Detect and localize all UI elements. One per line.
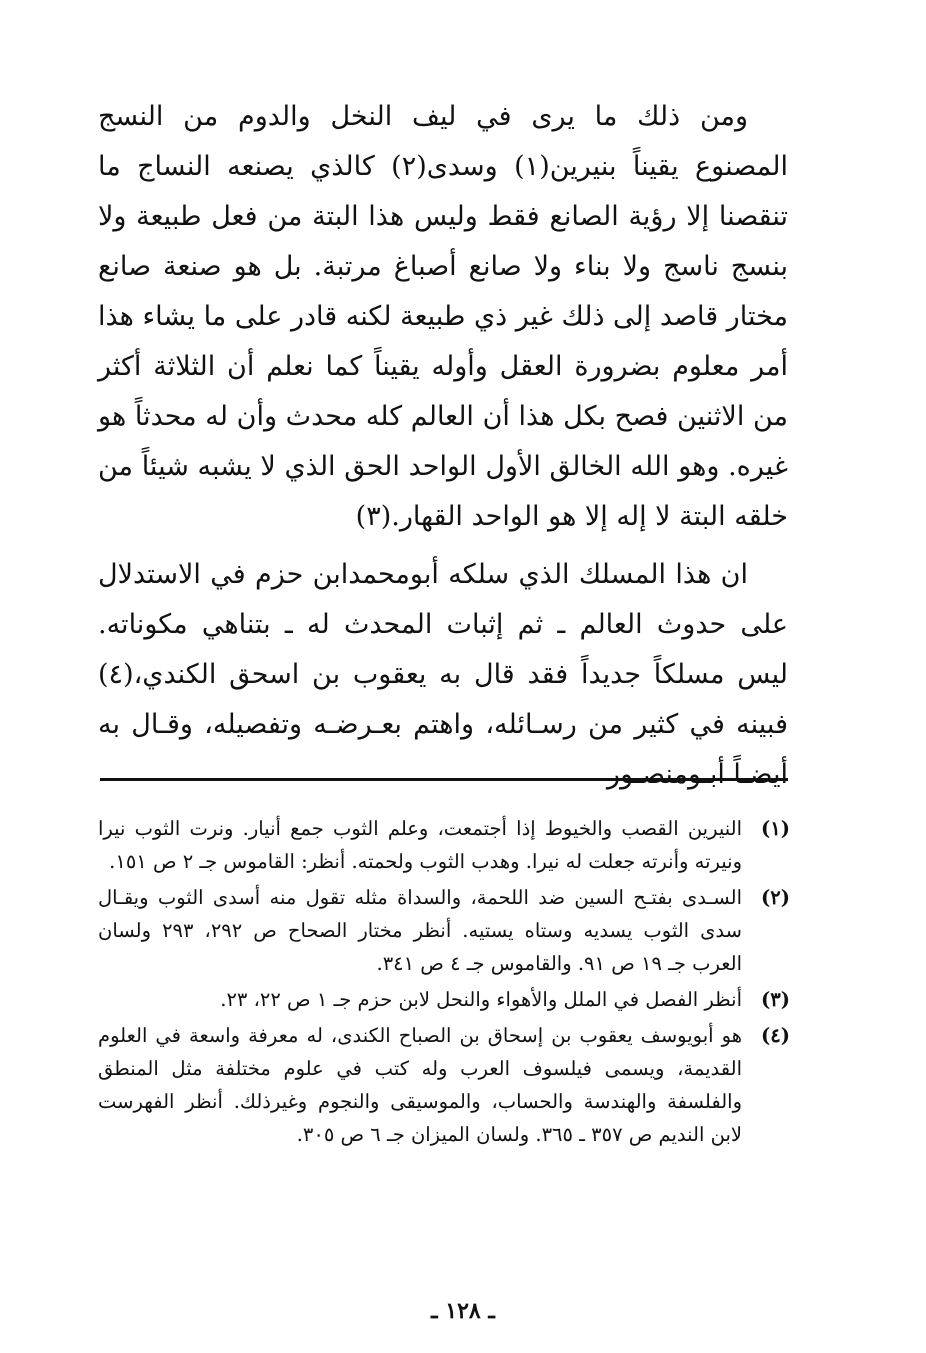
page-number: ـ ١٢٨ ـ bbox=[431, 1298, 495, 1324]
footnote-number: (٣) bbox=[761, 988, 790, 1011]
footnote-text: أنظر الفصل في الملل والأهواء والنحل لابن حزم جـ ١ ص ٢٢، ٢٣. bbox=[220, 988, 742, 1011]
footnotes bbox=[98, 812, 790, 1154]
body-paragraph-1: ومن ذلك ما يرى في ليف النخل والدوم من النسج المصنوع يقيناً بنيرين(١) وسدى(٢) كالذي يصنعه النساج ما تنقصنا إلا رؤية الصانع فقط وليس هذا البتة من فعل طبيعة ولا بنسج ناسج ولا بناء ولا صانع أصباغ مرتبة. بل هو صنعة صانع مختار قاصد إلى ذلك غير ذي طبيعة لكنه قادر على ما يشاء هذا أمر معلوم بضرورة العقل وأوله يقيناً كما نعلم أن الثلاثة أكثر من الاثنين فصح بكل هذا أن العالم كله محدث وأن له محدثاً هو غيره. وهو الله الخالق الأول الواحد الحق الذي لا يشبه شيئاً من خلقه البتة لا إله إلا هو الواحد القهار.(٣) bbox=[97, 101, 788, 532]
footnote-number: (٤) bbox=[761, 1024, 790, 1047]
body-paragraph-2: ان هذا المسلك الذي سلكه أبومحمدابن حزم في الاستدلال على حدوث العالم ـ ثم إثبات المحدث له ـ بتناهي مكوناته. ليس مسلكاً جديداً فقد قال به يعقوب بن اسحق الكندي،(٤) فبينه في كثير من رسـائله، واهتم بعـرضـه وتفصيله، وقـال به أيضـاً أبـومنصـور bbox=[98, 559, 788, 790]
footnote-separator bbox=[100, 778, 788, 781]
footnote-2 bbox=[98, 881, 790, 980]
main-text bbox=[98, 92, 788, 800]
footnote-text: هو أبويوسف يعقوب بن إسحاق بن الصباح الكندى، له معرفة واسعة في العلوم القديمة، ويسمى فيلسوف العرب وله كتب في علوم مختلفة مثل المنطق والفلسفة والهندسة والحساب، والموسيقى والنجوم وغيرذلك. أنظر الفهرست لابن النديم ص ٣٥٧ ـ ٣٦٥. ولسان الميزان جـ ٦ ص ٣٠٥. bbox=[98, 1024, 742, 1146]
footnote-4 bbox=[98, 1019, 790, 1151]
footnote-number: (٢) bbox=[761, 886, 790, 909]
footnote-text: السـدى بفتـح السين ضد اللحمة، والسداة مثله تقول منه أسدى الثوب ويقـال سدى الثوب يسديه وستاه يستيه. أنظر مختار الصحاح ص ٢٩٢، ٢٩٣ ولسان العرب جـ ١٩ ص ٩١. والقاموس جـ ٤ ص ٣٤١. bbox=[98, 886, 742, 975]
footnote-number: (١) bbox=[761, 817, 790, 840]
footnote-3 bbox=[98, 983, 790, 1016]
footnote-text: النيرين القصب والخيوط إذا أجتمعت، وعلم الثوب جمع أنيار. ونرت الثوب نيرا ونيرته وأنرته جعلت له نيرا. وهدب الثوب ولحمته. أنظر: القاموس جـ ٢ ص ١٥١. bbox=[98, 817, 742, 873]
footnote-1 bbox=[98, 812, 790, 878]
